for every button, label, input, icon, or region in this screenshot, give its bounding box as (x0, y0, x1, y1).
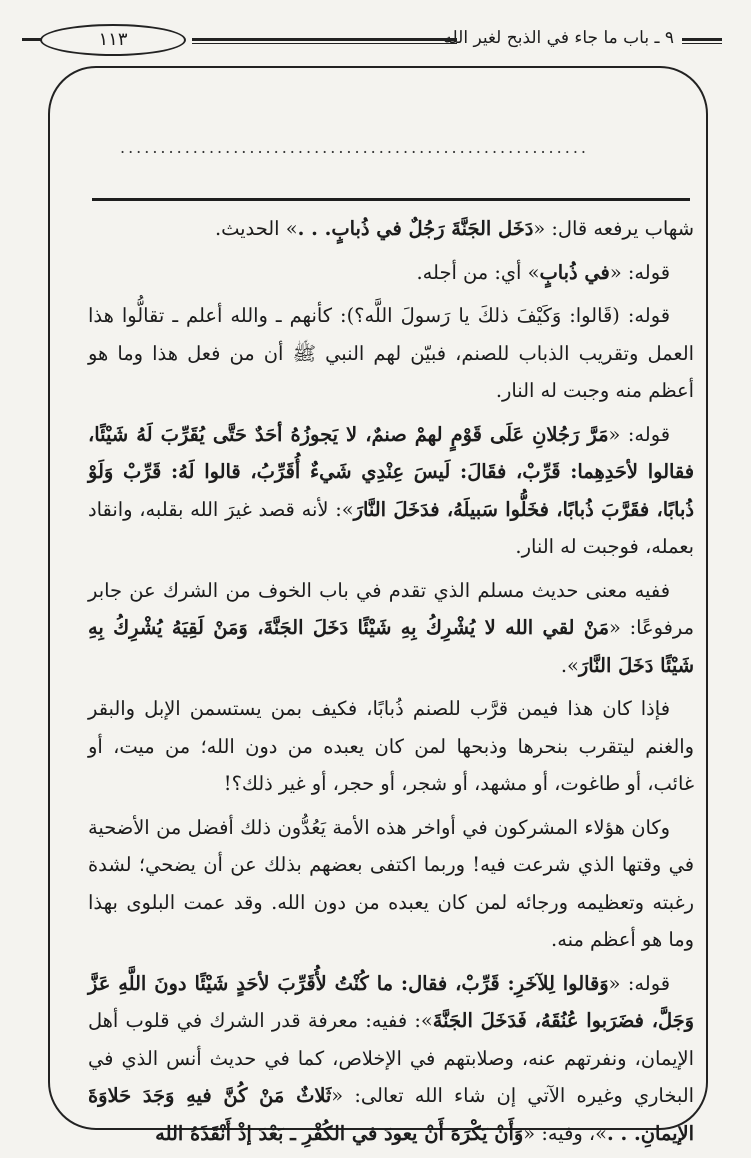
body-text (88, 210, 694, 1158)
dotted-line: .......................................................... (120, 138, 589, 157)
page-header (22, 26, 722, 58)
page-number: ١١٣ (40, 24, 186, 56)
text-segment: »، وفيه: « (523, 1121, 608, 1145)
quoted-text: في ذُبابٍ (539, 260, 610, 284)
quoted-text: وَأَنْ يَكْرَهَ أَنْ يعودَ في الكُفْرِ ـ بَعْدَ إذْ أَنْقَذَهُ الله (155, 1121, 524, 1145)
text-segment: »: لأنه قصد غيرَ الله بقلبه، وانقاد بعمله، فوجبت له النار. (88, 497, 694, 558)
header-rule-right (682, 38, 722, 44)
text-segment: قوله: « (608, 971, 670, 995)
text-segment: قوله: « (608, 422, 670, 446)
quoted-text: وَقالوا لِلآخَرِ: قَرِّبْ، فقال: ما كُنْتُ لأُقَرِّبَ لأحَدٍ شَيْئًا دونَ اللَّهِ عَزَّ وَجَلَّ، فضَرَبوا عُنُقَهُ، فَدَخَلَ الجَنَّةَ (88, 971, 694, 1032)
text-segment: »: ففيه: معرفة قدر الشرك في قلوب أهل الإيمان، ونفرتهم عنه، وصلابتهم في الإخلاص، كما في حديث أنس الذي في البخاري وغيره الآتي إن شاء الله تعالى: « (88, 1009, 694, 1107)
paragraph (88, 809, 694, 959)
text-segment: » أي: من أجله. (416, 260, 540, 284)
quoted-text: مَرَّ رَجُلانِ عَلَى قَوْمٍ لهمْ صنمٌ، لا يَجوزُهُ أحَدٌ حَتَّى يُقَرِّبَ لَهُ شَيْئًا، فقالوا لأحَدِهِما: قَرِّبْ، فقَالَ: لَيسَ عِنْدِي شَيءٌ أُقَرِّبُ، قالوا لَهُ: قَرِّبْ وَلَوْ ذُبابًا، فقَرَّبَ ذُبابًا، فخَلُّوا سَبيلَهُ، فدَخَلَ النَّارَ (88, 422, 694, 521)
text-segment: ففيه معنى حديث مسلم الذي تقدم في باب الخوف من الشرك عن جابر مرفوعًا: « (88, 578, 695, 639)
paragraph (88, 254, 694, 292)
header-rule-middle (192, 38, 457, 44)
chapter-title: ٩ ـ باب ما جاء في الذبح لغير الله (443, 28, 674, 48)
paragraph (88, 965, 694, 1153)
paragraph (88, 210, 694, 248)
text-segment: » الحديث. (214, 217, 298, 240)
text-segment: ». (560, 653, 579, 677)
quoted-text: ثَلاثٌ مَنْ كُنَّ فيهِ وَجَدَ حَلاوَةَ الإيمانِ. . . (88, 1084, 694, 1145)
paragraph (88, 297, 694, 410)
text-segment: قوله: « (609, 260, 670, 284)
text-segment: شهاب يرفعه قال: « (533, 217, 694, 240)
paragraph (88, 416, 694, 566)
text-segment: وكان هؤلاء المشركون في أواخر هذه الأمة يَعُدُّون ذلك أفضل من الأضحية في وقتها الذي شرعت فيه! وربما اكتفى بعضهم بذلك عن أن يضحي؛ لشدة رغبته وتعظيمه ورجائه لمن كان يعبده من دون الله. وقد عمت البلوى بهذا وما هو أعظم منه. (88, 815, 694, 951)
paragraph (88, 690, 694, 803)
quoted-text: مَنْ لقي الله لا يُشْرِكُ بِهِ شَيْئًا دَخَلَ الجَنَّةَ، وَمَنْ لَقِيَهُ يُشْرِكُ بِهِ شَيْئًا دَخَلَ النَّارَ (88, 616, 694, 677)
paragraph (88, 572, 694, 685)
footnote-separator (92, 198, 690, 201)
text-segment: فإذا كان هذا فيمن قرَّب للصنم ذُبابًا، فكيف بمن يستسمن الإبل والبقر والغنم ليتقرب بنحرها وذبحها لمن كان يعبده من دون الله؛ من ميت، أو غائب، أو طاغوت، أو مشهد، أو شجر، أو حجر، أو غير ذلك؟! (88, 697, 694, 795)
text-segment: قوله: (قَالوا: وَكَيْفَ ذلكَ يا رَسولَ اللَّه؟): كأنهم ـ والله أعلم ـ تقالُّوا هذا العمل وتقريب الذباب للصنم، فبيّن لهم النبي ﷺ أن من فعل هذا وما هو أعظم منه وجبت له النار. (88, 304, 694, 402)
quoted-text: دَخَل الجَنَّةَ رَجُلٌ في ذُبابٍ. . . (297, 217, 534, 240)
